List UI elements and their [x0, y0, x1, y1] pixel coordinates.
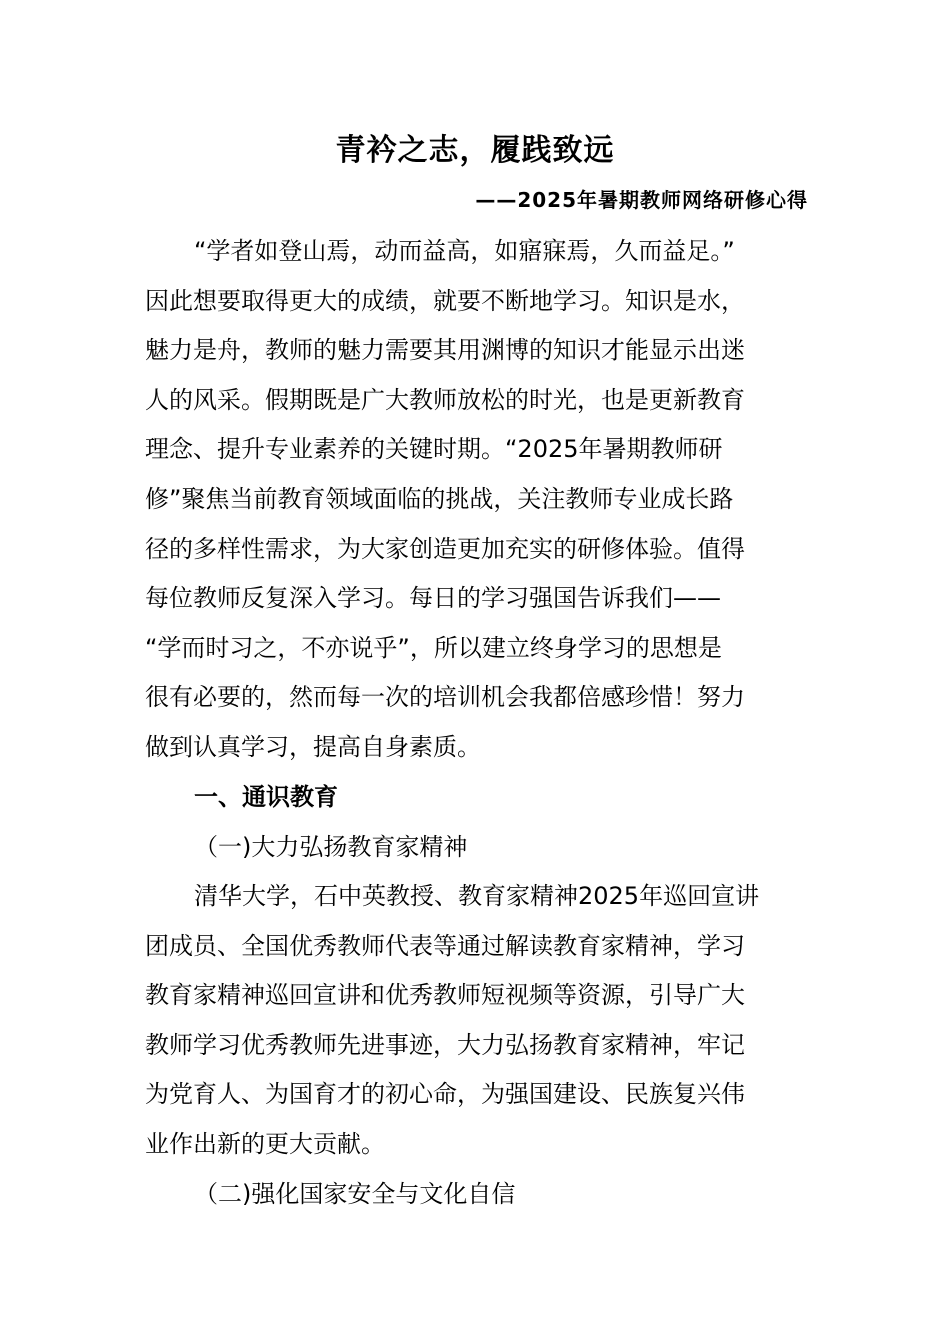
- text-line: 团成员、全国优秀教师代表等通过解读教育家精神，学习: [145, 931, 745, 960]
- document-subtitle: ——2025年暑期教师网络研修心得: [475, 188, 808, 212]
- text-line: 魅力是舟，教师的魅力需要其用渊博的知识才能显示出迷: [145, 336, 745, 365]
- text-line: “学者如登山焉，动而益高，如寤寐焉，久而益足。”: [194, 237, 735, 265]
- subsection-heading: （一)大力弘扬教育家精神: [194, 833, 468, 861]
- text-line: 做到认真学习，提高自身素质。: [145, 732, 481, 761]
- text-line: 业作出新的更大贡献。: [145, 1129, 385, 1158]
- text-line: 因此想要取得更大的成绩，就要不断地学习。知识是水，: [145, 286, 745, 315]
- text-line: 理念、提升专业素养的关键时期。“2025年暑期教师研: [145, 435, 723, 464]
- subsection-paragraph: [145, 872, 807, 1170]
- text-line: 每位教师反复深入学习。每日的学习强国告诉我们——: [145, 584, 721, 613]
- text-line: 教育家精神巡回宣讲和优秀教师短视频等资源，引导广大: [145, 981, 745, 1010]
- text-line: 修”聚焦当前教育领域面临的挑战，关注教师专业成长路: [145, 484, 734, 513]
- text-line: “学而时习之，不亦说乎”，所以建立终身学习的思想是: [145, 633, 722, 662]
- text-line: 很有必要的，然而每一次的培训机会我都倍感珍惜！努力: [145, 683, 745, 712]
- document-title: 青衿之志，履践致远: [335, 133, 615, 168]
- text-line: 人的风采。假期既是广大教师放松的时光，也是更新教育: [145, 385, 745, 414]
- subsection-heading: （二)强化国家安全与文化自信: [194, 1180, 516, 1208]
- text-line: 清华大学，石中英教授、教育家精神2025年巡回宣讲: [194, 882, 760, 910]
- text-line: 为党育人、为国育才的初心命，为强国建设、民族复兴伟: [145, 1080, 745, 1109]
- text-line: 教师学习优秀教师先进事迹，大力弘扬教育家精神，牢记: [145, 1030, 745, 1059]
- intro-paragraph: [145, 227, 807, 773]
- section-heading: 一、通识教育: [194, 783, 338, 811]
- text-line: 径的多样性需求，为大家创造更加充实的研修体验。值得: [145, 534, 745, 563]
